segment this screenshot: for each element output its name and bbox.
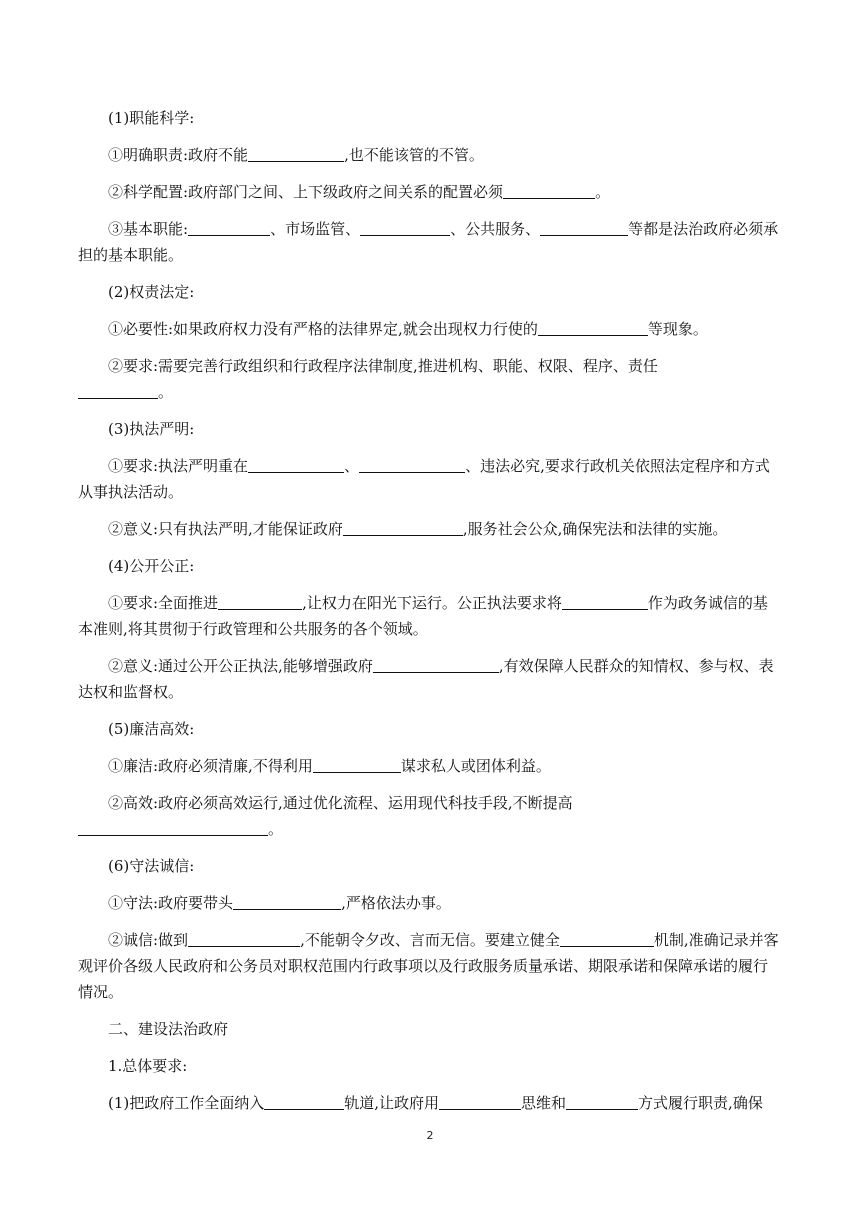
text-line: 达权和监督权。 bbox=[78, 683, 184, 701]
heading-1-3: (3)执法严明: bbox=[108, 420, 195, 438]
text-line: ①明确职责:政府不能 ,也不能该管的不管。 bbox=[108, 146, 484, 164]
text-line: ②科学配置:政府部门之间、上下级政府之间关系的配置必须 。 bbox=[108, 183, 611, 201]
text-line: ①要求:全面推进 ,让权力在阳光下运行。公正执法要求将 作为政务诚信的基 bbox=[108, 594, 768, 612]
section-heading-2: 二、建设法治政府 bbox=[108, 1020, 229, 1038]
text-line: 担的基本职能。 bbox=[78, 246, 184, 264]
fill-blank bbox=[313, 756, 401, 773]
heading-1-6: (6)守法诚信: bbox=[108, 857, 195, 875]
text-line: 情况。 bbox=[78, 983, 124, 1001]
fill-blank bbox=[439, 1093, 521, 1110]
text-line: ①守法:政府要带头 ,严格依法办事。 bbox=[108, 894, 451, 912]
fill-blank bbox=[343, 519, 463, 536]
heading-2-1: 1.总体要求: bbox=[108, 1057, 188, 1075]
fill-blank bbox=[218, 593, 302, 610]
text-line: ②要求:需要完善行政组织和行政程序法律制度,推进机构、职能、权限、程序、责任 bbox=[108, 357, 658, 375]
text-line: 观评价各级人民政府和公务员对职权范围内行政事项以及行政服务质量承诺、期限承诺和保障承诺的履行 bbox=[78, 957, 769, 975]
text-line: ①必要性:如果政府权力没有严格的法律界定,就会出现权力行使的 等现象。 bbox=[108, 320, 708, 338]
text-line: 。 bbox=[78, 382, 786, 402]
text-line: ①要求:执法严明重在 、 、违法必究,要求行政机关依照法定程序和方式 bbox=[108, 457, 770, 475]
fill-blank bbox=[188, 930, 300, 947]
fill-blank bbox=[248, 145, 344, 162]
fill-blank bbox=[360, 219, 450, 236]
document-body bbox=[78, 108, 786, 1130]
fill-blank bbox=[188, 219, 270, 236]
fill-blank bbox=[560, 930, 654, 947]
heading-1-1: (1)职能科学: bbox=[108, 109, 195, 127]
fill-blank bbox=[373, 656, 499, 673]
fill-blank bbox=[248, 456, 344, 473]
fill-blank bbox=[538, 319, 648, 336]
text-line: 从事执法活动。 bbox=[78, 483, 184, 501]
fill-blank bbox=[264, 1093, 344, 1110]
text-line: (1)把政府工作全面纳入 轨道,让政府用 思维和 方式履行职责,确保 bbox=[108, 1094, 763, 1112]
fill-blank bbox=[566, 1093, 638, 1110]
fill-blank bbox=[359, 456, 465, 473]
fill-blank bbox=[233, 893, 341, 910]
heading-1-4: (4)公开公正: bbox=[108, 557, 195, 575]
page-number: 2 bbox=[426, 1129, 434, 1142]
text-line: ②意义:通过公开公正执法,能够增强政府 ,有效保障人民群众的知情权、参与权、表 bbox=[108, 657, 774, 675]
text-line: ③基本职能: 、市场监管、 、公共服务、 等都是法治政府必须承 bbox=[108, 220, 779, 238]
heading-1-2: (2)权责法定: bbox=[108, 283, 195, 301]
text-line: ②高效:政府必须高效运行,通过优化流程、运用现代科技手段,不断提高 bbox=[108, 794, 573, 812]
text-line: 本准则,将其贯彻于行政管理和公共服务的各个领域。 bbox=[78, 620, 428, 638]
fill-blank bbox=[503, 182, 595, 199]
fill-blank bbox=[562, 593, 648, 610]
fill-blank bbox=[78, 819, 268, 836]
fill-blank bbox=[78, 382, 158, 399]
text-line: ①廉洁:政府必须清廉,不得利用 谋求私人或团体利益。 bbox=[108, 757, 551, 775]
text-line: ②诚信:做到 ,不能朝令夕改、言而无信。要建立健全 机制,准确记录并客 bbox=[108, 931, 779, 949]
text-line: ②意义:只有执法严明,才能保证政府 ,服务社会公众,确保宪法和法律的实施。 bbox=[108, 520, 728, 538]
text-line: 。 bbox=[78, 819, 786, 839]
fill-blank bbox=[540, 219, 628, 236]
heading-1-5: (5)廉洁高效: bbox=[108, 720, 195, 738]
